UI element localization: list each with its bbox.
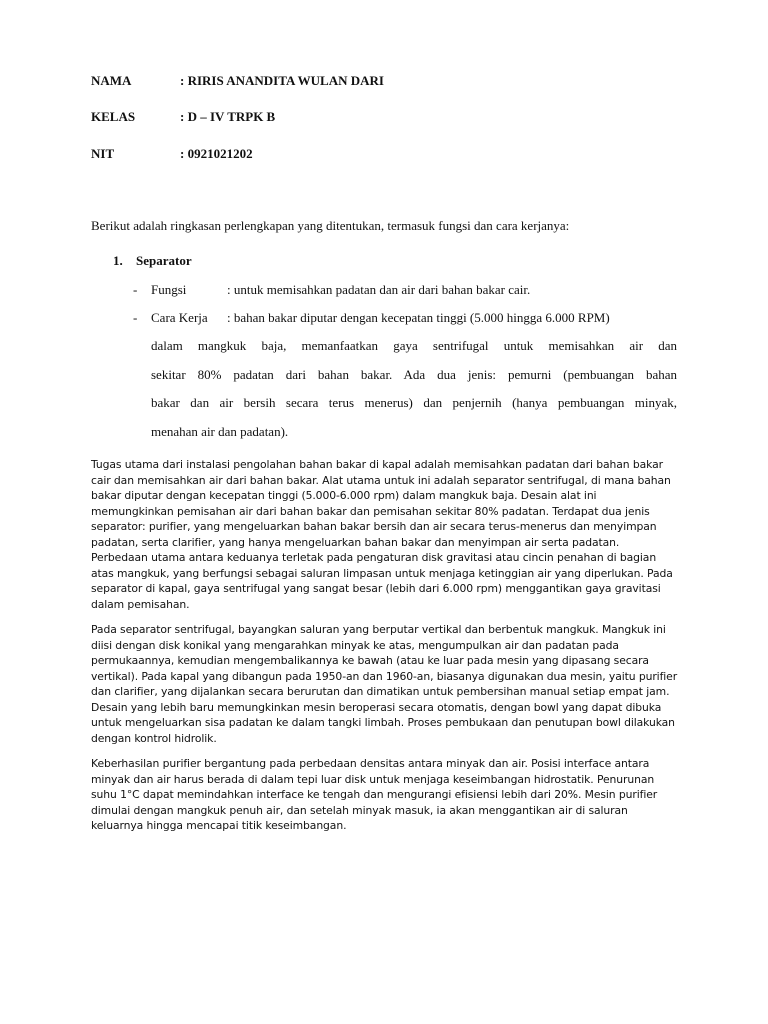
fungsi-label: Fungsi <box>151 282 187 297</box>
kelas-label: KELAS <box>91 109 136 124</box>
cara-kerja-label: Cara Kerja <box>151 310 208 325</box>
body-text <box>91 457 679 844</box>
intro-text: Berikut adalah ringkasan perlengkapan yang ditentukan, termasuk fungsi dan cara kerjanya: <box>91 218 570 233</box>
cara-kerja-line-4: bakar dan air bersih secara terus menerus) dan penjernih (hanya pembuangan minyak, <box>151 395 677 411</box>
cara-kerja-line-5: menahan air dan padatan). <box>151 423 289 439</box>
kelas-value: : D – IV TRPK B <box>180 109 276 124</box>
section-heading <box>113 253 192 269</box>
cara-kerja-line-3: sekitar 80% padatan dari bahan bakar. Ada dua jenis: pemurni (pembuangan bahan <box>151 366 677 382</box>
nama-value: : RIRIS ANANDITA WULAN DARI <box>180 73 384 88</box>
cara-kerja-continuation <box>151 338 677 452</box>
fungsi-bullet: - <box>133 282 138 297</box>
cara-kerja-bullet: - <box>133 310 138 325</box>
paragraph-2: Pada separator sentrifugal, bayangkan saluran yang berputar vertikal dan berbentuk mangkuk. Mangkuk ini diisi dengan disk konikal yang mengarahkan minyak ke atas, mengumpulkan air dan padatan pada permukaannya, kemudian mengembalikannya ke bawah (atau ke luar pada mesin yang dipasang secara vertikal). Pada kapal yang dibangun pada 1950-an dan 1960-an, biasanya digunakan dua mesin, yaitu purifier dan clarifier, yang dijalankan secara berurutan dan dimatikan untuk pembersihan manual setiap empat jam. Desain yang lebih baru memungkinkan mesin beroperasi secara otomatis, dengan bowl yang dapat dibuka untuk mengeluarkan sisa padatan ke dalam tangki limbah. Proses pembukaan dan penutupan bowl dilakukan dengan kontrol hidrolik. <box>91 623 678 745</box>
paragraph-1: Tugas utama dari instalasi pengolahan bahan bakar di kapal adalah memisahkan padatan dari bahan bakar cair dan memisahkan air dari bahan bakar. Alat utama untuk ini adalah separator sentrifugal, di mana bahan bakar diputar dengan kecepatan tinggi (5.000-6.000 rpm) dalam mangkuk baja. Desain alat ini memungkinkan pemisahan air dari bahan bakar dan pemisahan sekitar 80% padatan. Terdapat dua jenis separator: purifier, yang mengeluarkan bahan bakar bersih dan air secara terus-menerus dan menyimpan padatan, serta clarifier, yang hanya mengeluarkan bahan bakar dan menyimpan air serta padatan. Perbedaan utama antara keduanya terletak pada pengaturan disk gravitasi atau cincin penahan di bagian atas mangkuk, yang berfungsi sebagai saluran limpasan untuk menjaga ketinggian air yang diperlukan. Pada separator di kapal, gaya sentrifugal yang sangat besar (lebih dari 6.000 rpm) menggantikan gaya gravitasi dalam pemisahan. <box>91 458 673 611</box>
paragraph-3: Keberhasilan purifier bergantung pada perbedaan densitas antara minyak dan air. Posisi interface antara minyak dan air harus berada di dalam tepi luar disk untuk menjaga keseimbangan hidrostatik. Penurunan suhu 1°C dapat memindahkan interface ke tengah dan mengurangi efisiensi lebih dari 20%. Mesin purifier dimulai dengan mangkuk penuh air, dan setelah minyak masuk, ia akan menggantikan air di saluran keluarnya hingga mencapai titik keseimbangan. <box>91 757 658 832</box>
fungsi-value: : untuk memisahkan padatan dan air dari bahan bakar cair. <box>227 282 531 297</box>
section-title: Separator <box>136 253 192 268</box>
nit-value: : 0921021202 <box>180 146 253 161</box>
section-number: 1. <box>113 253 123 268</box>
cara-kerja-line-1: : bahan bakar diputar dengan kecepatan tinggi (5.000 hingga 6.000 RPM) <box>227 310 610 325</box>
cara-kerja-line-2: dalam mangkuk baja, memanfaatkan gaya sentrifugal untuk memisahkan air dan <box>151 338 677 353</box>
nit-label: NIT <box>91 146 115 161</box>
nama-label: NAMA <box>91 73 132 88</box>
